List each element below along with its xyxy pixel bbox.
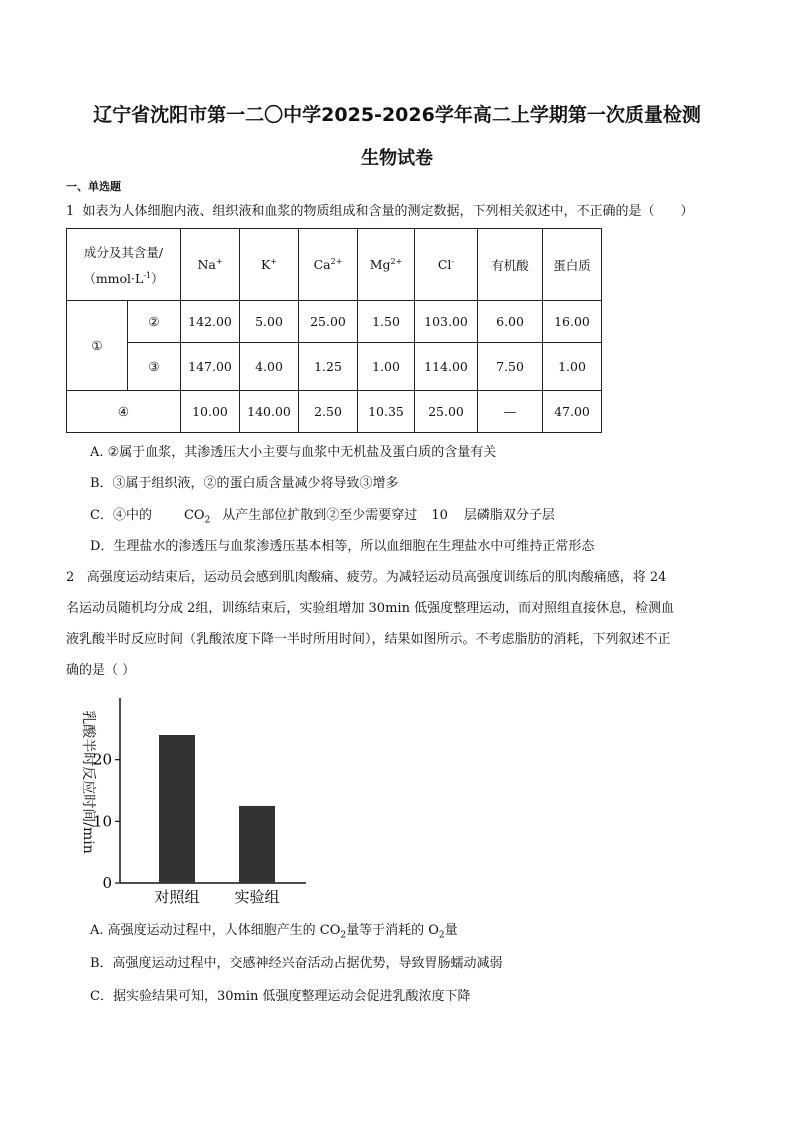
col-base: Ca <box>313 257 331 273</box>
exam-title: 辽宁省沈阳市第一二〇中学2025-2026学年高二上学期第一次质量检测 <box>93 104 701 126</box>
table-cell: 7.50 <box>478 343 543 391</box>
table-row <box>67 301 602 343</box>
q1-option-d: D．生理盐水的渗透压与血浆渗透压基本相等，所以血细胞在生理盐水中可维持正常形态 <box>90 539 595 554</box>
option-c-part: 从产生部位扩散到②至少需要穿过 <box>222 508 418 523</box>
table-header-label <box>67 229 181 301</box>
row-label: ② <box>128 301 181 343</box>
col-header <box>478 229 543 301</box>
col-base: Na <box>197 257 216 273</box>
option-c-part: C．④中的 <box>90 508 152 523</box>
table-cell: 6.00 <box>478 301 543 343</box>
col-base: 蛋白质 <box>553 257 591 273</box>
table-cell: 1.25 <box>299 343 358 391</box>
option-a-part: 量 <box>444 923 458 938</box>
q2-line: 液乳酸半时反应时间（乳酸浓度下降一半时所用时间），结果如图所示。不考虑脂肪的消耗，下列叙述不正 <box>66 632 671 647</box>
q2-option-c: C．据实验结果可知，30min 低强度整理运动会促进乳酸浓度下降 <box>90 989 471 1004</box>
q2-line: 名运动员随机均分成 2组，训练结束后，实验组增加 30min 低强度整理运动，而对照组直接休息，检测血 <box>66 601 675 616</box>
option-c-co2: CO <box>183 508 205 523</box>
exam-subtitle: 生物试卷 <box>361 148 433 169</box>
y-tick-label: 10 <box>92 812 112 831</box>
col-base: Cl <box>437 257 452 273</box>
col-sup: + <box>270 256 278 266</box>
option-a-part: A. 高强度运动过程中，人体细胞产生的 CO <box>90 923 341 938</box>
col-sup: 2+ <box>330 256 343 266</box>
header-label-line1: 成分及其含量/ <box>83 244 164 260</box>
col-sup: - <box>451 256 455 266</box>
table-cell: 25.00 <box>415 391 478 433</box>
col-header <box>358 229 415 301</box>
table-header-row <box>67 229 602 301</box>
col-sup: 2+ <box>390 256 403 266</box>
header-unit-sup: -1 <box>143 270 152 280</box>
header-unit-end: ） <box>151 270 164 286</box>
q2-option-b: B．高强度运动过程中，交感神经兴奋活动占据优势，导致胃肠蠕动减弱 <box>90 956 503 971</box>
group-label: ① <box>67 301 128 391</box>
q2-option-a: A. 高强度运动过程中，人体细胞产生的 $CO_2$量等于消耗的 $O_2$量 <box>90 923 458 941</box>
question-1-stem <box>66 196 694 227</box>
q1-option-c: C．④中的 $CO_2$ 从产生部位扩散到②至少需要穿过 10 层磷脂双分子层 <box>90 508 555 526</box>
q1-option-b: B．③属于组织液，②的蛋白质含量减少将导致③增多 <box>90 476 399 491</box>
header-label-line2 <box>67 269 180 287</box>
table-cell: 5.00 <box>240 301 299 343</box>
table-cell: 1.00 <box>358 343 415 391</box>
table-cell: — <box>478 391 543 433</box>
col-header <box>181 229 240 301</box>
col-base: 有机酸 <box>491 257 529 273</box>
col-base: K <box>260 257 271 273</box>
col-header <box>299 229 358 301</box>
bar <box>159 735 195 883</box>
option-a-part: 量等于消耗的 O <box>346 923 439 938</box>
composition-table <box>66 228 602 433</box>
table-cell: 114.00 <box>415 343 478 391</box>
table-row <box>67 343 602 391</box>
y-tick-label: 0 <box>102 874 112 892</box>
table-cell: 103.00 <box>415 301 478 343</box>
section-heading: 一、单选题 <box>66 180 121 193</box>
q2-line: 确的是（ ） <box>66 663 136 678</box>
option-c-number: 10 <box>431 508 448 523</box>
col-base: Mg <box>369 257 391 273</box>
x-category-label: 实验组 <box>234 888 280 906</box>
table-row <box>67 391 602 433</box>
y-tick-label: 20 <box>92 750 112 769</box>
col-header <box>415 229 478 301</box>
table-cell: 2.50 <box>299 391 358 433</box>
q2-text: 高强度运动结束后，运动员会感到肌肉酸痛、疲劳。为减轻运动员高强度训练后的肌肉酸痛感，将 24 <box>86 570 667 585</box>
table-cell: 25.00 <box>299 301 358 343</box>
question-text: 如表为人体细胞内液、组织液和血浆的物质组成和含量的测定数据，下列相关叙述中，不正确的是（ ） <box>82 204 694 219</box>
col-header <box>240 229 299 301</box>
table-cell: 16.00 <box>543 301 602 343</box>
col-sup: + <box>215 256 223 266</box>
table-cell: 1.50 <box>358 301 415 343</box>
bar <box>239 806 275 883</box>
table-cell: 10.35 <box>358 391 415 433</box>
q2-line <box>66 562 738 593</box>
table-cell: 10.00 <box>181 391 240 433</box>
q1-option-a: A. ②属于血浆，其渗透压大小主要与血浆中无机盐及蛋白质的含量有关 <box>90 445 497 460</box>
table-cell: 142.00 <box>181 301 240 343</box>
table-cell: 147.00 <box>181 343 240 391</box>
y-axis-label: 乳酸半时反应时间/min <box>80 710 96 854</box>
table-cell: 4.00 <box>240 343 299 391</box>
question-2-stem <box>66 562 738 686</box>
question-number: 2 <box>66 570 75 585</box>
option-c-part: 层磷脂双分子层 <box>463 508 555 523</box>
table-cell: 1.00 <box>543 343 602 391</box>
y-axis-title <box>80 710 97 854</box>
row-label: ③ <box>128 343 181 391</box>
x-category-label: 对照组 <box>154 888 200 906</box>
table-cell: 47.00 <box>543 391 602 433</box>
row-label: ④ <box>67 391 181 433</box>
header-unit: （mmol·L <box>83 270 144 286</box>
question-number: 1 <box>66 204 75 219</box>
lactate-bar-chart <box>60 690 320 910</box>
table-cell: 140.00 <box>240 391 299 433</box>
col-header <box>543 229 602 301</box>
